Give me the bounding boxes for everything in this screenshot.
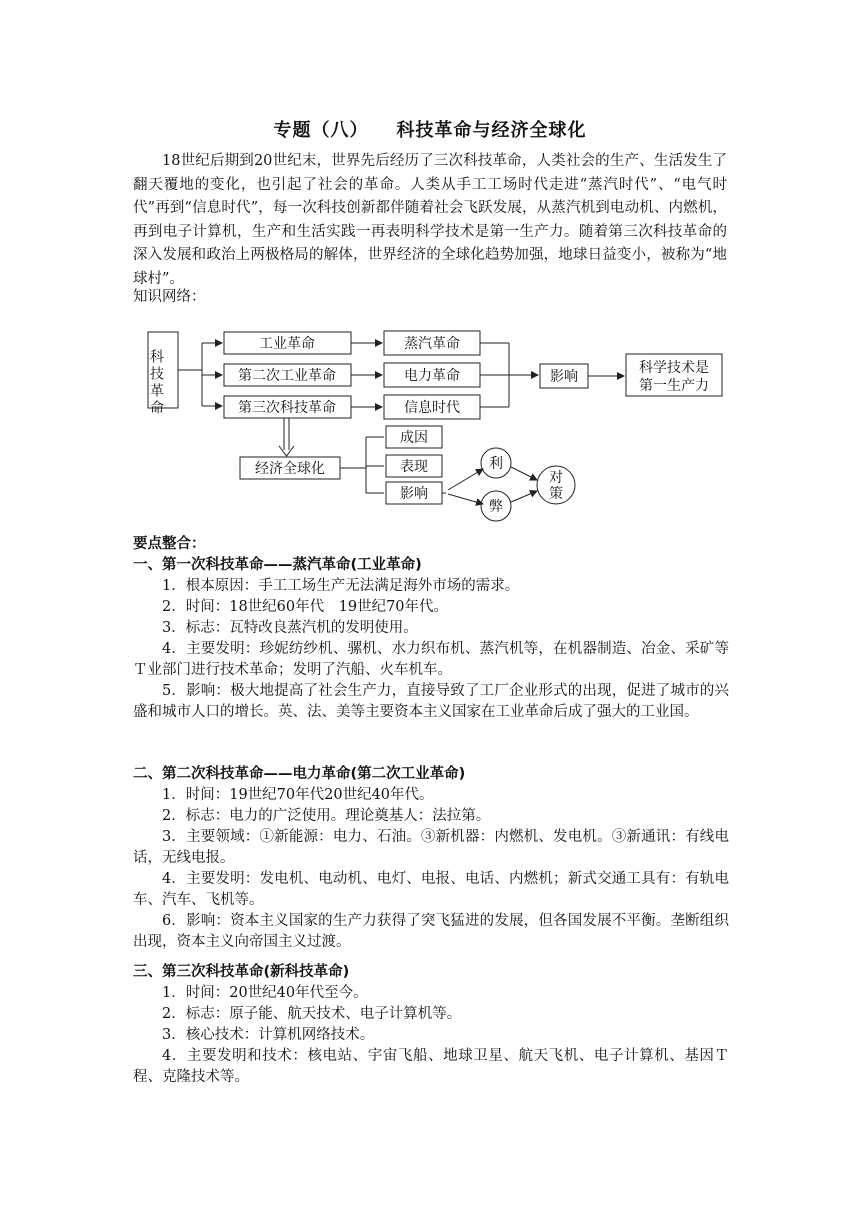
section-3-heading: 三、第三次科技革命(新科技革命) [133, 964, 350, 980]
con-label: 弊 [489, 499, 503, 515]
title-part-b: 科技革命与经济全球化 [396, 120, 587, 141]
section-2-item: 1．时间：19世纪70年代20世纪40年代。 [162, 787, 434, 803]
section-1-item: 5．影响：极大地提高了社会生产力，直接导致了工厂企业形式的出现，促进了城市的兴盛和城市人口的增长。英、法、美等主要资本主义国家在工业革命后成了强大的工业国。 [133, 683, 729, 720]
section-3-item: 3．核心技术：计算机网络技术。 [162, 1027, 375, 1043]
rev3-label: 第三次科技革命 [238, 400, 336, 416]
section-2-item: 4．主要发明：发电机、电动机、电灯、电报、电话、内燃机；新式交通工具有：有轨电车、汽车、飞机等。 [133, 871, 729, 908]
rev2-label: 第二次工业革命 [238, 368, 336, 384]
measure-label-line2: 策 [549, 486, 563, 502]
globalization-label: 经济全球化 [255, 461, 325, 477]
section-3-item: 4．主要发明和技术：核电站、宇宙飞船、地球卫星、航天飞机、电子计算机、基因Ｔ程、克隆技术等。 [133, 1048, 729, 1085]
era1-label: 蒸汽革命 [404, 336, 460, 352]
section-1-item: 3．标志：瓦特改良蒸汽机的发明使用。 [162, 620, 418, 636]
section-2-item: 3．主要领域：①新能源：电力、石油。③新机器：内燃机、发电机。③新通讯：有线电话，无线电报。 [133, 829, 729, 866]
knowledge-network-label: 知识网络： [133, 289, 206, 305]
title-part-a: 专题（八） [273, 120, 369, 141]
measure-label-line1: 对 [549, 470, 563, 486]
section-1-heading: 一、第一次科技革命——蒸汽革命(工业革命) [133, 557, 422, 573]
knowledge-network-diagram [140, 322, 730, 522]
section-1-item: 1．根本原因：手工工场生产无法满足海外市场的需求。 [162, 578, 520, 594]
era3-label: 信息时代 [404, 400, 460, 416]
section-2-item: 6．影响：资本主义国家的生产力获得了突飞猛进的发展，但各国发展不平衡。垄断组织出现，资本主义向帝国主义过渡。 [133, 913, 729, 950]
section-3-item: 1．时间：20世纪40年代至今。 [162, 985, 368, 1001]
pro-label: 利 [489, 456, 503, 472]
section-2-item: 2．标志：电力的广泛使用。理论奠基人：法拉第。 [162, 808, 491, 824]
show-label: 表现 [400, 459, 428, 475]
section-2-heading: 二、第二次科技革命——电力革命(第二次工业革命) [133, 766, 466, 782]
effect-label: 影响 [400, 486, 428, 502]
section-1-item: 2．时间：18世纪60年代 19世纪70年代。 [162, 599, 449, 615]
cause-label: 成因 [400, 430, 428, 446]
section-1 [133, 555, 729, 723]
section-1-item: 4．主要发明：珍妮纺纱机、骡机、水力织布机、蒸汽机等，在机器制造、冶金、采矿等Ｔ业部门进行技术革命；发明了汽船、火车机车。 [133, 641, 729, 678]
root-label: 科技革命 [148, 349, 164, 417]
result-label-line1: 科学技术是 [639, 360, 709, 376]
impact-label: 影响 [550, 369, 578, 385]
section-3-item: 2．标志：原子能、航天技术、电子计算机等。 [162, 1006, 462, 1022]
section-3 [133, 962, 729, 1088]
result-label-line2: 第一生产力 [639, 378, 709, 394]
page-title [0, 116, 860, 142]
era2-label: 电力革命 [404, 368, 460, 384]
rev1-label: 工业革命 [259, 336, 315, 352]
section-2 [133, 764, 729, 953]
intro-paragraph: 18世纪后期到20世纪末，世界先后经历了三次科技革命，人类社会的生产、生活发生了翻天覆地的变化，也引起了社会的革命。人类从手工工场时代走进“蒸汽时代”、“电气时代”再到“信息时代”，每一次科技创新都伴随着社会飞跃发展，从蒸汽机到电动机、内燃机，再到电子计算机，生产和生活实践一再表明科学技术是第一生产力。随着第三次科技革命的深入发展和政治上两极格局的解体，世界经济的全球化趋势加强，地球日益变小，被称为“地球村”。 [133, 153, 727, 287]
key-points-heading: 要点整合： [133, 536, 206, 552]
